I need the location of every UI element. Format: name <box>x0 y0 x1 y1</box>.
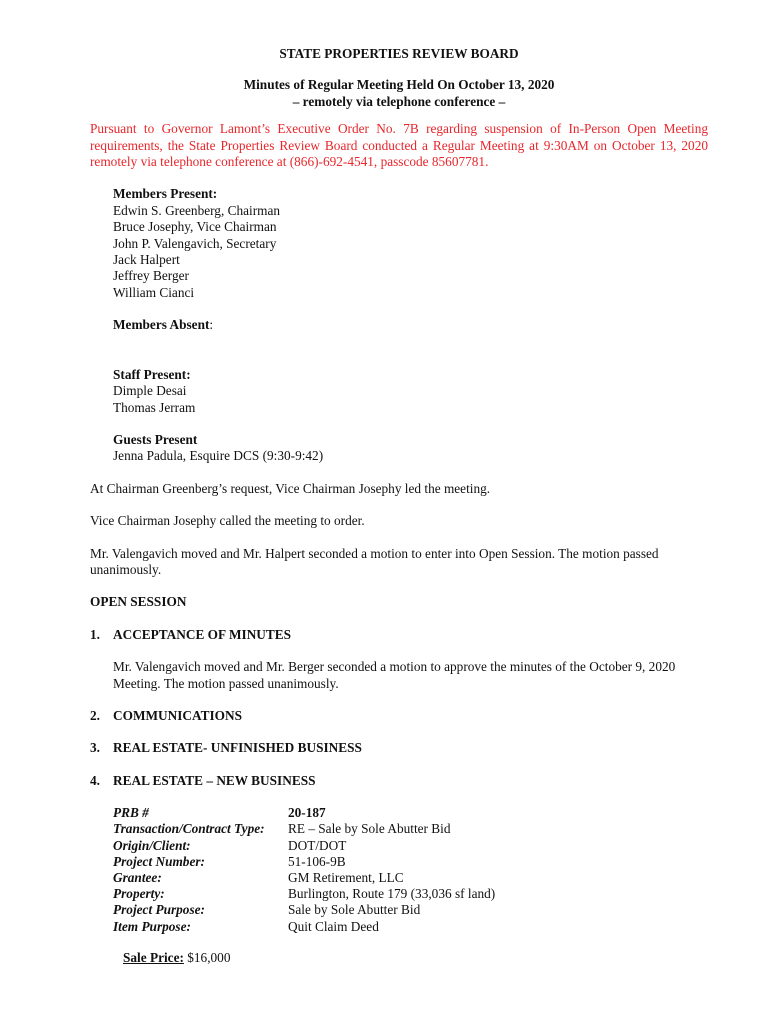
meeting-subtitle <box>90 77 708 110</box>
section-title: COMMUNICATIONS <box>113 707 243 723</box>
table-row <box>113 805 495 821</box>
prb-value: 20-187 <box>288 805 326 821</box>
staff-name: Dimple Desai <box>113 383 187 399</box>
member-name: Bruce Josephy, Vice Chairman <box>113 219 277 235</box>
prb-key: Transaction/Contract Type: <box>113 821 265 837</box>
prb-value: 51-106-9B <box>288 853 346 869</box>
section-number: 3. <box>90 740 100 756</box>
prb-value: GM Retirement, LLC <box>288 870 404 885</box>
prb-value: Sale by Sole Abutter Bid <box>288 902 421 918</box>
sale-price <box>123 950 708 966</box>
guests-present-heading: Guests Present <box>113 431 198 447</box>
minutes-approval-text: Mr. Valengavich moved and Mr. Berger seconded a motion to approve the minutes of the October 9, 2020 Meeting. The motion passed unanimously. <box>113 659 676 691</box>
prb-value: DOT/DOT <box>288 837 347 853</box>
staff-present-heading: Staff Present: <box>113 366 191 382</box>
members-absent-label: Members Absent <box>113 317 210 333</box>
member-name: Jack Halpert <box>113 252 180 268</box>
section-heading <box>90 708 708 724</box>
prb-value: RE – Sale by Sole Abutter Bid <box>288 821 451 837</box>
sale-price-value: $16,000 <box>187 949 231 965</box>
document-title: STATE PROPERTIES REVIEW BOARD <box>279 46 519 61</box>
table-row <box>113 919 495 935</box>
guest-name: Jenna Padula, Esquire DCS (9:30-9:42) <box>113 448 324 464</box>
section-number: 4. <box>90 772 100 788</box>
paragraph: Vice Chairman Josephy called the meeting to order. <box>90 513 365 529</box>
table-row <box>113 902 495 918</box>
members-present-heading: Members Present: <box>113 186 218 202</box>
prb-key: Project Purpose: <box>113 902 205 918</box>
prb-key: Project Number: <box>113 853 205 869</box>
members-absent-heading <box>113 317 708 333</box>
table-row <box>113 886 495 902</box>
section-title: ACCEPTANCE OF MINUTES <box>113 626 292 642</box>
section-title: REAL ESTATE – NEW BUSINESS <box>113 772 316 788</box>
paragraph: Mr. Valengavich moved and Mr. Halpert seconded a motion to enter into Open Session. The motion passed unanimously. <box>90 545 659 577</box>
paragraph: At Chairman Greenberg’s request, Vice Chairman Josephy led the meeting. <box>90 480 491 496</box>
staff-present-block <box>113 367 708 416</box>
section-title: REAL ESTATE- UNFINISHED BUSINESS <box>113 740 362 756</box>
subtitle-line-1: Minutes of Regular Meeting Held On October 13, 2020 <box>243 77 555 93</box>
section-number: 1. <box>90 626 100 642</box>
members-absent-colon: : <box>209 317 214 333</box>
table-row <box>113 854 495 870</box>
prb-value: Burlington, Route 179 (33,036 sf land) <box>288 886 496 902</box>
prb-key: Origin/Client: <box>113 837 191 853</box>
section-heading <box>90 773 708 789</box>
executive-order-notice: Pursuant to Governor Lamont’s Executive Order No. 7B regarding suspension of In-Person Open Meeting requirements, the State Properties Review Board conducted a Regular Meeting at 9:30AM on October 13, 2020 remotely via telephone conference at (866)-692-4541, passcode 85607781. <box>90 121 708 170</box>
table-row <box>113 870 495 886</box>
member-name: Jeffrey Berger <box>113 268 189 284</box>
members-present-block <box>113 186 708 301</box>
section-heading <box>90 740 708 756</box>
member-name: Edwin S. Greenberg, Chairman <box>113 202 281 218</box>
prb-key: PRB # <box>113 805 149 821</box>
table-row <box>113 838 495 854</box>
table-row <box>113 821 495 837</box>
prb-value: Quit Claim Deed <box>288 918 379 934</box>
prb-details-table <box>113 805 495 935</box>
subtitle-line-2: – remotely via telephone conference – <box>292 93 506 109</box>
staff-name: Thomas Jerram <box>113 399 196 415</box>
guests-present-block <box>113 432 708 465</box>
section-heading <box>90 627 708 643</box>
prb-key: Property: <box>113 886 165 902</box>
prb-key: Grantee: <box>113 870 162 885</box>
section-number: 2. <box>90 707 100 723</box>
sale-price-label: Sale Price: <box>123 949 184 965</box>
open-session-heading: OPEN SESSION <box>90 594 187 610</box>
member-name: John P. Valengavich, Secretary <box>113 235 277 251</box>
member-name: William Cianci <box>113 284 195 300</box>
prb-key: Item Purpose: <box>113 918 191 934</box>
